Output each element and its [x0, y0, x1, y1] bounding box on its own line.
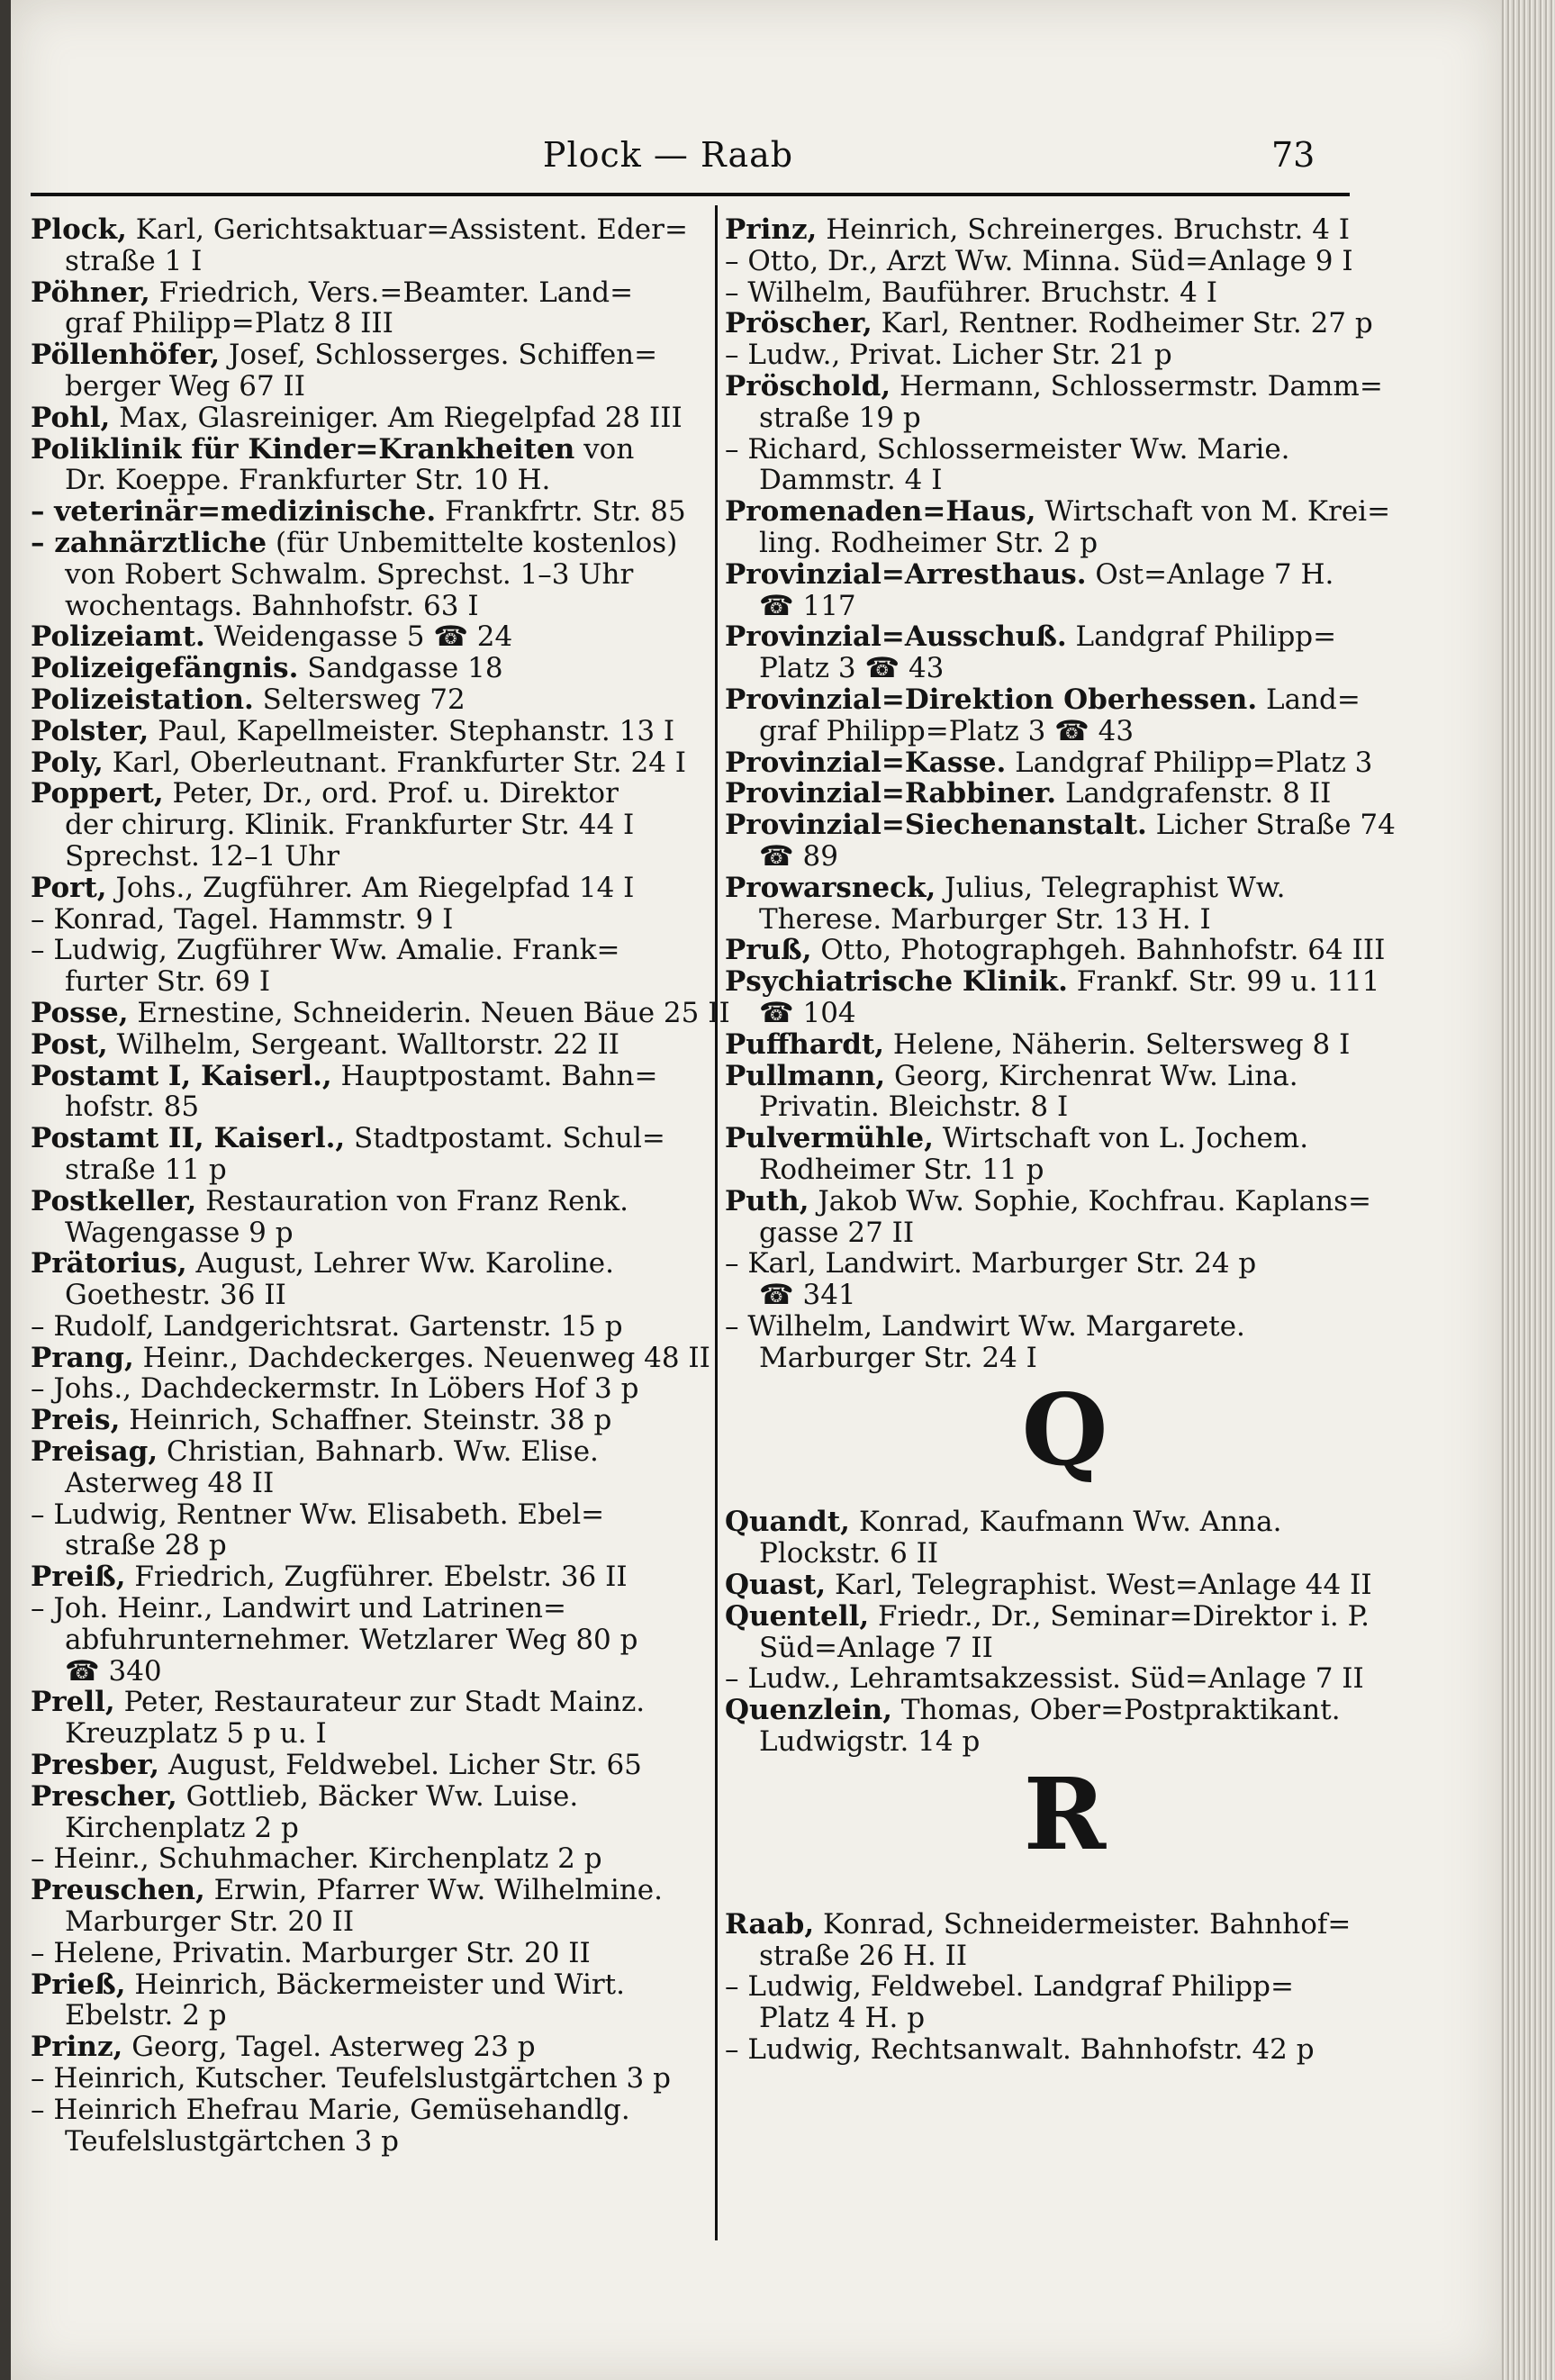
entry-text: straße 1 I — [65, 244, 203, 277]
entry-headword: Preiß, — [31, 1561, 126, 1594]
entry-text: graf Philipp=Platz 8 III — [65, 307, 393, 340]
directory-entry-line — [725, 1569, 1372, 1602]
entry-text: – Wilhelm, Landwirt Ww. Margarete. — [725, 1309, 1245, 1343]
directory-entry-line — [725, 369, 1383, 403]
entry-headword: Preisag, — [31, 1435, 158, 1469]
directory-entry-line — [725, 1217, 1351, 1249]
entry-text: von — [574, 432, 635, 466]
entry-text: Georg, Kirchenrat Ww. Lina. — [885, 1059, 1298, 1092]
directory-entry-line — [31, 1750, 697, 1781]
right-column — [725, 213, 1396, 2067]
entry-text: Karl, Gerichtsaktuar=Assistent. Eder= — [126, 213, 688, 246]
entry-text: – Rudolf, Landgerichtsrat. Gartenstr. 15 p — [31, 1309, 623, 1343]
entry-text: Frankf. Str. 99 u. 111 — [1067, 965, 1380, 999]
entry-headword: Port, — [31, 871, 107, 904]
entry-text: graf Philipp=Platz 3 ☎ 43 — [759, 714, 1135, 747]
entry-text: der chirurg. Klinik. Frankfurter Str. 44 I — [65, 809, 635, 842]
directory-entry-line — [31, 2095, 697, 2126]
directory-entry-line — [725, 214, 1351, 246]
directory-entry-line — [31, 2063, 697, 2095]
directory-entry-line — [31, 1561, 697, 1593]
entry-text: Restauration von Franz Renk. — [196, 1184, 629, 1217]
entry-text: Ebelstr. 2 p — [65, 1999, 227, 2032]
entry-text: – Otto, Dr., Arzt Ww. Minna. Süd=Anlage 9 I — [725, 244, 1353, 277]
entry-text: – Heinrich, Kutscher. Teufelslustgärtchen 3 p — [31, 2062, 671, 2095]
entry-text: Marburger Str. 20 II — [65, 1905, 355, 1939]
directory-entry-line — [725, 1280, 1351, 1311]
directory-entry-line — [725, 716, 1351, 747]
header-rule — [31, 193, 1350, 196]
directory-entry-line — [725, 339, 1351, 371]
entry-text: Wilhelm, Sergeant. Walltorstr. 22 II — [107, 1027, 619, 1061]
directory-entry-line — [31, 873, 697, 904]
entry-text: Otto, Photographgeh. Bahnhofstr. 64 III — [811, 934, 1386, 967]
entry-text: Privatin. Bleichstr. 8 I — [759, 1090, 1069, 1124]
entry-text: Paul, Kapellmeister. Stephanstr. 13 I — [149, 714, 675, 747]
directory-entry-line — [725, 1971, 1351, 2003]
entry-headword: Preuschen, — [31, 1874, 205, 1907]
directory-entry-line — [31, 1468, 697, 1499]
entry-text: straße 11 p — [65, 1153, 227, 1186]
entry-text: – Joh. Heinr., Landwirt und Latrinen= — [31, 1592, 566, 1625]
entry-text: Landgraf Philipp=Platz 3 — [1006, 746, 1373, 779]
directory-entry-line — [31, 1029, 697, 1061]
entry-text: Heinrich, Schaffner. Steinstr. 38 p — [120, 1404, 612, 1437]
entry-text: Konrad, Kaufmann Ww. Anna. — [849, 1506, 1282, 1539]
entry-text: – Johs., Dachdeckermstr. In Löbers Hof 3 p — [31, 1372, 639, 1406]
directory-entry-line — [725, 403, 1351, 434]
directory-entry-line — [31, 277, 697, 309]
directory-entry-line — [725, 621, 1351, 653]
entry-text: Rodheimer Str. 11 p — [759, 1153, 1044, 1186]
directory-entry-line — [725, 465, 1351, 496]
entry-headword: Pröschold, — [725, 369, 891, 403]
entry-text: Stadtpostamt. Schul= — [345, 1122, 665, 1155]
directory-entry-line — [725, 841, 1351, 873]
entry-headword: Prowarsneck, — [725, 871, 936, 904]
directory-entry-line — [31, 214, 697, 246]
directory-entry-line — [31, 935, 697, 966]
directory-entry-line — [31, 1123, 697, 1154]
directory-entry-line — [725, 965, 1380, 999]
entry-text: Plockstr. 6 II — [759, 1537, 939, 1570]
entry-text: Frankfrtr. Str. 85 — [436, 495, 686, 529]
entry-headword: Preis, — [31, 1404, 121, 1437]
entry-headword: Poppert, — [31, 777, 164, 810]
directory-entry-line — [31, 810, 697, 841]
directory-entry-line — [31, 1186, 697, 1217]
directory-entry-line — [31, 2032, 697, 2063]
entry-text: Therese. Marburger Str. 13 H. I — [759, 902, 1211, 936]
directory-entry-line — [31, 2000, 697, 2032]
section-letter-q: Q — [1021, 1371, 1108, 1489]
directory-entry-line — [31, 339, 697, 371]
entry-text: Wirtschaft von M. Krei= — [1035, 495, 1391, 529]
directory-entry-line — [725, 1909, 1351, 1941]
directory-entry-line — [31, 1938, 697, 1969]
directory-entry-line — [31, 1405, 697, 1436]
entry-headword: Poly, — [31, 746, 104, 779]
directory-entry-line — [31, 496, 697, 528]
entry-headword: Quast, — [725, 1569, 827, 1602]
directory-entry-line — [31, 1530, 697, 1561]
entry-text: – Ludwig, Rentner Ww. Elisabeth. Ebel= — [31, 1498, 605, 1531]
directory-entry-line — [31, 1718, 697, 1750]
directory-entry-line — [31, 591, 697, 622]
entry-headword: Polizeigefängnis. — [31, 652, 299, 685]
directory-entry-line — [725, 1248, 1351, 1280]
entry-text: – Ludw., Lehramtsakzessist. Süd=Anlage 7 II — [725, 1662, 1364, 1696]
directory-entry-line — [31, 2126, 697, 2158]
entry-headword: Puth, — [725, 1184, 809, 1217]
entry-text: Kirchenplatz 2 p — [65, 1811, 299, 1844]
entry-text: Asterweg 48 II — [65, 1466, 275, 1499]
entry-headword: Postamt I, Kaiserl., — [31, 1059, 332, 1092]
directory-entry-line — [725, 1599, 1370, 1633]
entry-text: straße 28 p — [65, 1529, 227, 1562]
entry-headword: Provinzial=Arresthaus. — [725, 557, 1087, 591]
directory-entry-line — [725, 1184, 1372, 1217]
entry-headword: Provinzial=Direktion Oberhessen. — [725, 683, 1258, 716]
entry-headword: Pohl, — [31, 401, 111, 434]
directory-entry-line — [725, 277, 1351, 309]
entry-text: Sandgasse 18 — [298, 652, 503, 685]
entry-text: Heinr., Dachdeckerges. Neuenweg 48 II — [133, 1341, 710, 1374]
directory-entry-line — [725, 778, 1351, 810]
entry-headword: Polizeiamt. — [31, 620, 205, 654]
directory-entry-line — [31, 1969, 697, 2001]
entry-headword: Presber, — [31, 1749, 160, 1782]
directory-entry-line — [725, 1091, 1351, 1123]
right-column-q-entries — [725, 1506, 1372, 1759]
directory-entry-line — [725, 653, 1351, 684]
entry-text: Heinrich, Bäckermeister und Wirt. — [125, 1968, 625, 2001]
entry-headword: Poliklinik für Kinder=Krankheiten — [31, 432, 575, 466]
book-page-edges — [1495, 0, 1555, 2380]
entry-text: berger Weg 67 II — [65, 369, 306, 403]
directory-entry-line — [31, 684, 697, 716]
entry-text: abfuhrunternehmer. Wetzlarer Weg 80 p — [65, 1623, 638, 1656]
directory-entry-line — [725, 1941, 1351, 1972]
entry-text: Wirtschaft von L. Jochem. — [933, 1122, 1309, 1155]
directory-entry-line — [725, 1507, 1351, 1538]
directory-entry-line — [725, 746, 1373, 779]
entry-headword: Pullmann, — [725, 1059, 886, 1092]
entry-headword: Quentell, — [725, 1599, 870, 1633]
directory-entry-line — [31, 371, 697, 403]
entry-headword: Polizeistation. — [31, 683, 254, 716]
entry-headword: Pöllenhöfer, — [31, 339, 221, 372]
entry-text: straße 26 H. II — [759, 1939, 968, 1972]
directory-entry-line — [31, 966, 697, 998]
entry-text: ☎ 89 — [759, 839, 838, 873]
entry-headword: Plock, — [31, 213, 127, 246]
entry-text: – Karl, Landwirt. Marburger Str. 24 p — [725, 1247, 1257, 1280]
entry-text: Ernestine, Schneiderin. Neuen Bäue 25 II — [128, 996, 730, 1029]
directory-entry-line — [31, 778, 697, 810]
directory-entry-line — [31, 434, 697, 466]
entry-text: furter Str. 69 I — [65, 965, 271, 999]
directory-entry-line — [31, 1154, 697, 1186]
entry-text: Goethestr. 36 II — [65, 1279, 286, 1312]
entry-headword: Pulvermühle, — [725, 1122, 934, 1155]
directory-entry-line — [725, 934, 1386, 967]
entry-headword: Prang, — [31, 1341, 134, 1374]
directory-entry-line — [725, 495, 1391, 529]
entry-text: Ost=Anlage 7 H. — [1086, 557, 1334, 591]
directory-entry-line — [31, 1217, 697, 1249]
entry-text: Sprechst. 12–1 Uhr — [65, 839, 340, 873]
directory-entry-line — [31, 996, 730, 1029]
entry-text: gasse 27 II — [759, 1216, 915, 1249]
entry-text: – Heinrich Ehefrau Marie, Gemüsehandlg. — [31, 2093, 630, 2126]
column-divider — [715, 205, 718, 2240]
entry-headword: – zahnärztliche — [31, 526, 267, 559]
entry-headword: Prätorius, — [31, 1247, 187, 1280]
entry-text: Landgraf Philipp= — [1066, 620, 1337, 654]
directory-entry-line — [31, 1341, 710, 1374]
directory-entry-line — [725, 809, 1396, 842]
entry-text: Josef, Schlosserges. Schiffen= — [220, 339, 658, 372]
entry-headword: Provinzial=Ausschuß. — [725, 620, 1067, 654]
directory-entry-line — [31, 904, 697, 936]
directory-entry-line — [31, 246, 697, 277]
entry-text: – Heinr., Schuhmacher. Kirchenplatz 2 p — [31, 1842, 602, 1876]
directory-entry-line — [31, 1091, 697, 1123]
directory-entry-line — [31, 1624, 697, 1656]
entry-headword: Polster, — [31, 714, 149, 747]
directory-entry-line — [31, 1875, 697, 1906]
entry-text: Konrad, Schneidermeister. Bahnhof= — [814, 1907, 1352, 1941]
entry-text: Licher Straße 74 — [1146, 809, 1396, 842]
entry-text: Süd=Anlage 7 II — [759, 1631, 993, 1664]
directory-entry-line — [31, 528, 697, 559]
entry-headword: Prescher, — [31, 1779, 177, 1813]
entry-headword: Prinz, — [31, 2031, 123, 2064]
entry-text: Erwin, Pfarrer Ww. Wilhelmine. — [204, 1874, 663, 1907]
entry-text: Peter, Restaurateur zur Stadt Mainz. — [114, 1686, 646, 1719]
entry-text: Land= — [1257, 683, 1361, 716]
entry-text: Max, Glasreiniger. Am Riegelpfad 28 III — [110, 401, 683, 434]
entry-text: Kreuzplatz 5 p u. I — [65, 1717, 327, 1751]
section-letter-r: R — [1023, 1755, 1107, 1872]
directory-entry-line — [31, 1248, 697, 1280]
directory-entry-line — [725, 1123, 1351, 1154]
directory-entry-line — [725, 873, 1351, 904]
entry-headword: Pröscher, — [725, 307, 872, 340]
directory-entry-line — [31, 1499, 697, 1531]
entry-text: Christian, Bahnarb. Ww. Elise. — [158, 1435, 599, 1469]
entry-headword: Prell, — [31, 1686, 115, 1719]
directory-entry-line — [31, 1843, 697, 1875]
entry-headword: Prinz, — [725, 213, 818, 246]
entry-text: Platz 4 H. p — [759, 2002, 926, 2035]
entry-text: Jakob Ww. Sophie, Kochfrau. Kaplans= — [809, 1184, 1372, 1217]
entry-text: (für Unbemittelte kostenlos) — [267, 526, 678, 559]
directory-entry-line — [31, 1781, 697, 1813]
entry-text: straße 19 p — [759, 401, 921, 434]
entry-headword: Promenaden=Haus, — [725, 495, 1036, 529]
entry-headword: Pöhner, — [31, 276, 150, 309]
entry-text: Friedr., Dr., Seminar=Direktor i. P. — [869, 1599, 1370, 1633]
entry-text: Friedrich, Vers.=Beamter. Land= — [149, 276, 634, 309]
directory-entry-line — [31, 1311, 697, 1343]
directory-entry-line — [725, 998, 1351, 1029]
directory-entry-line — [725, 528, 1351, 559]
directory-entry-line — [31, 653, 697, 684]
directory-entry-line — [31, 621, 697, 653]
entry-text: wochentags. Bahnhofstr. 63 I — [65, 589, 479, 622]
entry-text: Hermann, Schlossermstr. Damm= — [891, 369, 1383, 403]
entry-text: Wagengasse 9 p — [65, 1216, 294, 1249]
directory-entry-line — [31, 465, 697, 496]
entry-text: – Helene, Privatin. Marburger Str. 20 II — [31, 1936, 591, 1969]
directory-entry-line — [31, 403, 697, 434]
entry-text: Peter, Dr., ord. Prof. u. Direktor — [163, 777, 619, 810]
entry-text: Friedrich, Zugführer. Ebelstr. 36 II — [125, 1561, 628, 1594]
entry-headword: Quandt, — [725, 1506, 850, 1539]
directory-entry-line — [31, 747, 697, 779]
entry-headword: Provinzial=Kasse. — [725, 746, 1007, 779]
entry-text: Platz 3 ☎ 43 — [759, 652, 945, 685]
left-column — [31, 213, 730, 2158]
entry-text: – Ludw., Privat. Licher Str. 21 p — [725, 339, 1172, 372]
entry-text: ☎ 341 — [759, 1279, 856, 1312]
directory-entry-line — [725, 1311, 1351, 1343]
entry-headword: Post, — [31, 1027, 108, 1061]
page-number: 73 — [1271, 135, 1315, 175]
entry-text: August, Lehrer Ww. Karoline. — [186, 1247, 614, 1280]
entry-headword: Postamt II, Kaiserl., — [31, 1122, 346, 1155]
entry-text: Karl, Oberleutnant. Frankfurter Str. 24 I — [103, 746, 687, 779]
entry-text: Gottlieb, Bäcker Ww. Luise. — [176, 1779, 579, 1813]
entry-text: von Robert Schwalm. Sprechst. 1–3 Uhr — [65, 557, 634, 591]
directory-entry-line — [725, 1662, 1364, 1696]
entry-text: Karl, Rentner. Rodheimer Str. 27 p — [872, 307, 1373, 340]
entry-text: Marburger Str. 24 I — [759, 1341, 1037, 1374]
entry-text: ☎ 104 — [759, 996, 856, 1029]
directory-entry-line — [31, 1436, 697, 1468]
entry-text: Helene, Näherin. Seltersweg 8 I — [884, 1027, 1351, 1061]
entry-headword: Pruß, — [725, 934, 812, 967]
entry-headword: Posse, — [31, 996, 129, 1029]
entry-headword: Psychiatrische Klinik. — [725, 965, 1068, 999]
directory-entry-line — [31, 559, 697, 591]
entry-text: Heinrich, Schreinerges. Bruchstr. 4 I — [817, 213, 1351, 246]
directory-entry-line — [725, 904, 1351, 936]
entry-headword: Puffhardt, — [725, 1027, 885, 1061]
entry-text: Dammstr. 4 I — [759, 464, 943, 497]
directory-entry-line — [31, 1813, 697, 1844]
directory-entry-line — [725, 559, 1351, 591]
entry-text: – Ludwig, Zugführer Ww. Amalie. Frank= — [31, 934, 620, 967]
directory-entry-line — [31, 1906, 697, 1938]
directory-entry-line — [725, 1633, 1351, 1664]
entry-headword: Provinzial=Siechenanstalt. — [725, 809, 1147, 842]
entry-headword: Quenzlein, — [725, 1694, 893, 1727]
directory-entry-line — [725, 591, 1351, 622]
directory-entry-line — [725, 307, 1373, 340]
entry-headword: Postkeller, — [31, 1184, 197, 1217]
directory-entry-line — [31, 716, 697, 747]
directory-entry-line — [725, 2034, 1351, 2066]
directory-entry-line — [31, 1061, 697, 1092]
entry-text: Teufelslustgärtchen 3 p — [65, 2124, 399, 2158]
entry-text: August, Feldwebel. Licher Str. 65 — [159, 1749, 642, 1782]
directory-entry-line — [725, 1726, 1351, 1758]
entry-text: Karl, Telegraphist. West=Anlage 44 II — [826, 1569, 1372, 1602]
directory-entry-line — [31, 1593, 697, 1624]
directory-entry-line — [725, 1061, 1351, 1092]
entry-text: Thomas, Ober=Postpraktikant. — [892, 1694, 1341, 1727]
directory-entry-line — [725, 1538, 1351, 1570]
directory-entry-line — [31, 841, 697, 873]
entry-text: Johs., Zugführer. Am Riegelpfad 14 I — [106, 871, 635, 904]
directory-entry-line — [31, 1373, 697, 1405]
directory-entry-line — [725, 1343, 1351, 1374]
entry-text: ☎ 340 — [65, 1654, 162, 1688]
entry-headword: – veterinär=medizinische. — [31, 495, 437, 529]
entry-headword: Provinzial=Rabbiner. — [725, 777, 1057, 810]
directory-entry-line — [725, 434, 1351, 466]
entry-text: – Richard, Schlossermeister Ww. Marie. — [725, 432, 1290, 466]
directory-entry-line — [725, 1029, 1351, 1061]
entry-text: Julius, Telegraphist Ww. — [936, 871, 1286, 904]
right-column-p-entries — [725, 213, 1396, 1374]
entry-text: hofstr. 85 — [65, 1090, 200, 1124]
directory-entry-line — [31, 308, 697, 339]
entry-text: Seltersweg 72 — [253, 683, 466, 716]
entry-text: Ludwigstr. 14 p — [759, 1725, 981, 1759]
entry-text: Hauptpostamt. Bahn= — [331, 1059, 658, 1092]
entry-headword: Raab, — [725, 1907, 815, 1941]
entry-text: – Ludwig, Rechtsanwalt. Bahnhofstr. 42 p — [725, 2033, 1315, 2067]
right-column-r-entries — [725, 1909, 1351, 2066]
directory-entry-line — [725, 246, 1351, 277]
entry-text: – Wilhelm, Bauführer. Bruchstr. 4 I — [725, 276, 1217, 309]
running-head: Plock — Raab — [542, 135, 794, 175]
directory-entry-line — [31, 1280, 697, 1311]
entry-text: ling. Rodheimer Str. 2 p — [759, 526, 1098, 559]
directory-entry-line — [31, 1656, 697, 1688]
directory-page — [11, 0, 1501, 2380]
directory-entry-line — [725, 1154, 1351, 1186]
entry-text: Landgrafenstr. 8 II — [1056, 777, 1332, 810]
entry-text: Georg, Tagel. Asterweg 23 p — [122, 2031, 536, 2064]
directory-entry-line — [725, 1695, 1351, 1726]
entry-headword: Prieß, — [31, 1968, 126, 2001]
directory-entry-line — [725, 2003, 1351, 2034]
entry-text: Dr. Koeppe. Frankfurter Str. 10 H. — [65, 464, 551, 497]
directory-entry-line — [725, 683, 1361, 716]
entry-text: ☎ 117 — [759, 589, 856, 622]
entry-text: – Konrad, Tagel. Hammstr. 9 I — [31, 902, 454, 936]
directory-entry-line — [31, 1687, 697, 1718]
entry-text: Weidengasse 5 ☎ 24 — [204, 620, 513, 654]
entry-text: – Ludwig, Feldwebel. Landgraf Philipp= — [725, 1970, 1294, 2004]
